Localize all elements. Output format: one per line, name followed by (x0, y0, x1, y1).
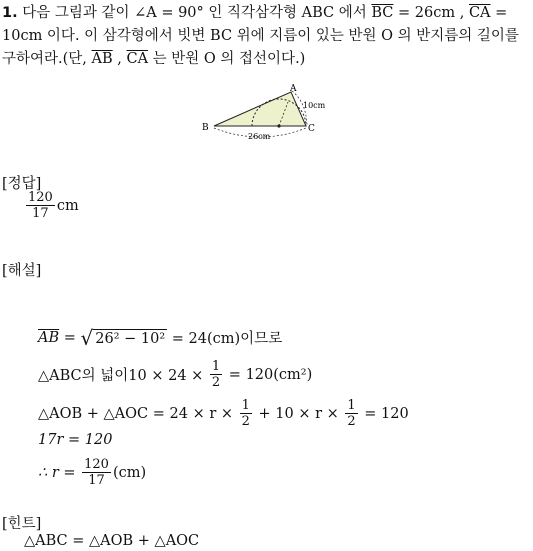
explanation-line-5 (38, 457, 146, 488)
line5-fraction (82, 457, 111, 488)
answer-numerator: 120 (28, 190, 53, 205)
fraction-numerator: 1 (241, 398, 250, 413)
segment-ab-expl: $\overline{AB}$ (38, 329, 60, 346)
label-a: A (290, 84, 297, 94)
hint-header: [힌트] (2, 516, 42, 532)
problem-statement (2, 2, 533, 71)
answer-denominator: 17 (32, 206, 49, 221)
fraction-denominator: 2 (241, 414, 250, 429)
problem-text-2: = 26cm , (393, 5, 469, 21)
line5-text-a: ∴ r = (38, 464, 81, 481)
explanation-line-4: 17r = 120 (38, 432, 113, 448)
segment-bc: $\overline{BC}$ (371, 5, 394, 21)
fraction-numerator: 1 (211, 359, 221, 374)
line2-text-a: △ABC의 넓이10 × 24 × (38, 368, 208, 384)
explanation-line-1 (38, 327, 282, 348)
segment-ab: $\overline{AB}$ (91, 51, 113, 67)
label-ca-length: 10cm (303, 101, 326, 110)
explanation-line-2 (38, 359, 312, 390)
square-root (80, 325, 168, 350)
line3-fraction-2 (345, 398, 357, 429)
fraction-numerator: 1 (347, 398, 356, 413)
answer-fraction (26, 190, 55, 221)
problem-text-1: 다음 그림과 같이 ∠A = 90° 인 직각삼각형 ABC 에서 (17, 5, 372, 21)
hint-text: △ABC = △AOB + △AOC (24, 533, 200, 549)
line2-text-b: = 120(cm²) (224, 366, 313, 383)
label-bc-length: 26cm (248, 132, 271, 141)
segment-ca-2: $\overline{CA}$ (126, 51, 149, 67)
line3-text-c: = 120 (359, 405, 409, 422)
label-c: C (308, 124, 315, 134)
answer-value (24, 190, 79, 221)
center-point-o (277, 124, 280, 127)
triangle-figure (200, 82, 340, 146)
equals-sign: = (59, 329, 81, 346)
segment-ca: $\overline{CA}$ (468, 5, 491, 21)
line2-fraction (210, 359, 222, 390)
problem-text-3: = 10cm 이다. 이 삼각형에서 빗변 BC 위에 지름이 있는 반원 O 의 반지름의 길이를 구하여라.(단, (2, 5, 519, 67)
triangle-fill (214, 92, 306, 126)
line3-text-b: + 10 × r × (253, 405, 344, 422)
problem-text-5: 는 반원 O 의 접선이다.) (148, 51, 306, 67)
problem-number: 1. (2, 5, 18, 21)
fraction-numerator: 120 (84, 457, 109, 472)
explanation-line-3 (38, 398, 409, 429)
label-b: B (202, 123, 209, 133)
line3-text-a: △AOB + △AOC = 24 × r × (38, 405, 238, 422)
explanation-header: [해설] (2, 263, 42, 279)
fraction-denominator: 17 (88, 473, 105, 488)
line5-text-b: (cm) (112, 464, 147, 481)
radicand: 26² − 10² (95, 330, 166, 347)
answer-unit: cm (56, 197, 79, 214)
fraction-denominator: 2 (211, 375, 221, 390)
answer-header: [정답] (2, 176, 42, 192)
line1-rest: = 24(cm)이므로 (167, 331, 283, 347)
radical-sign: √ (80, 325, 94, 350)
problem-text-4: , (112, 51, 127, 67)
fraction-denominator: 2 (347, 414, 356, 429)
line3-fraction-1 (240, 398, 252, 429)
